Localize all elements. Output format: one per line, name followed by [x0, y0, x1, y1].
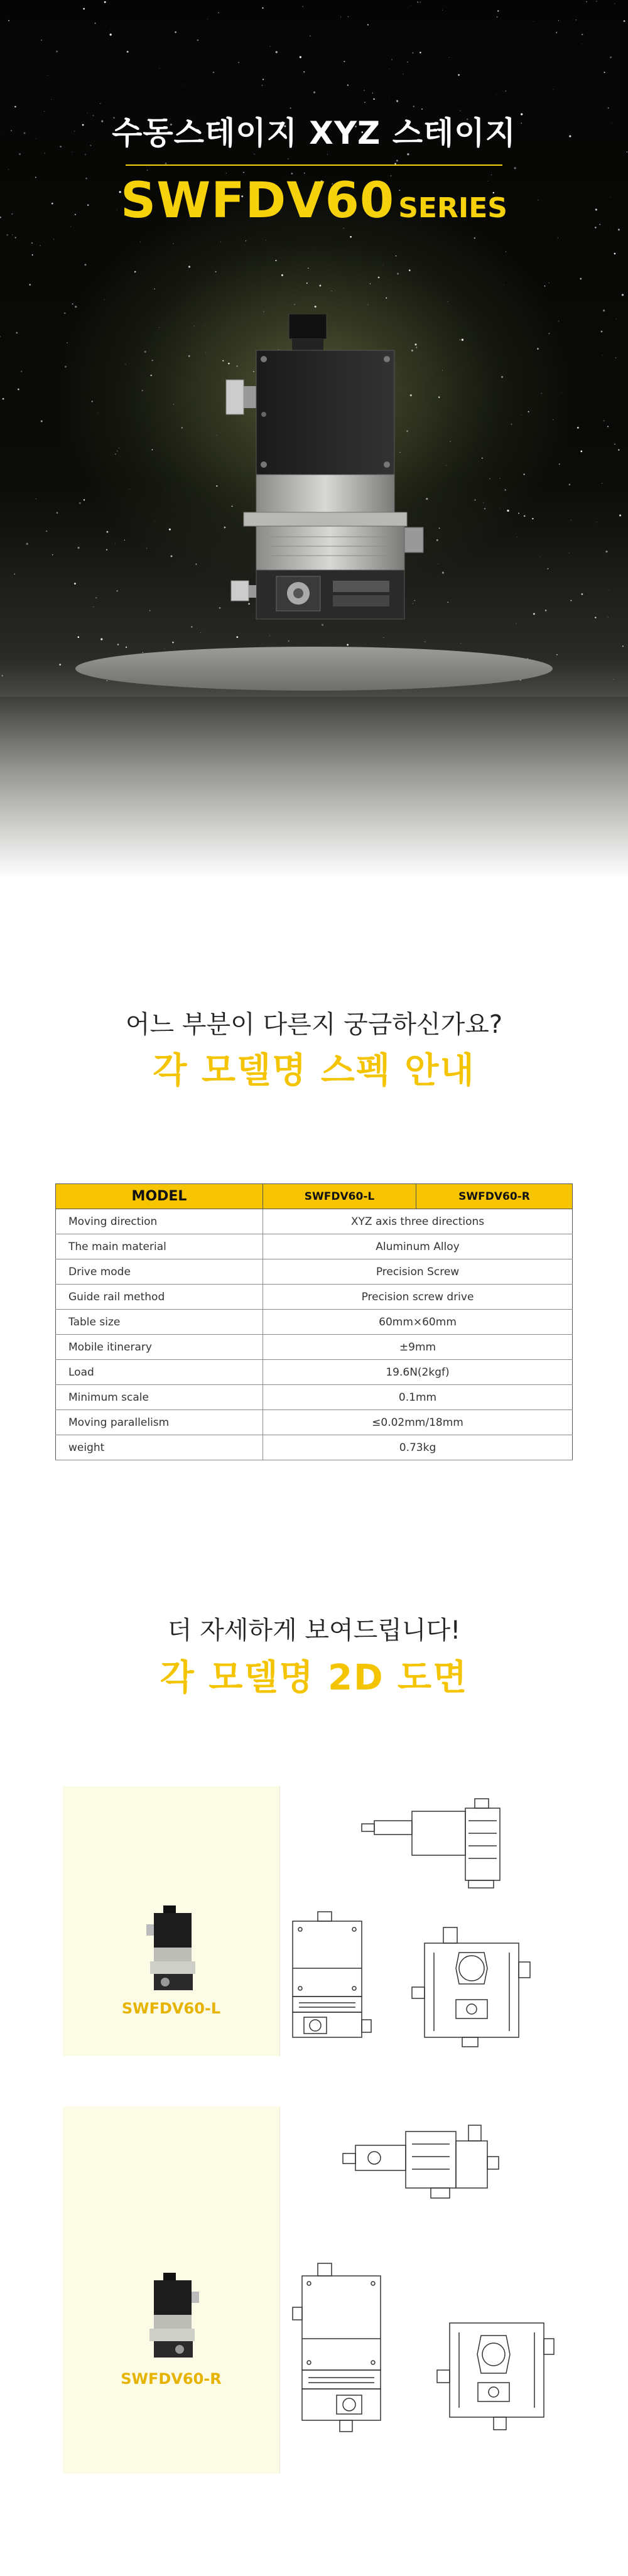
spec-label: Guide rail method: [56, 1285, 263, 1310]
spec-subtitle: 어느 부분이 다른지 궁금하신가요?: [125, 1010, 503, 1039]
drawing-heading: [0, 1610, 628, 1700]
spec-label: Table size: [56, 1310, 263, 1335]
spec-row: [56, 1234, 573, 1259]
spec-value: 0.73kg: [263, 1435, 573, 1460]
spec-label: Mobile itinerary: [56, 1335, 263, 1360]
hero-title: 수동스테이지 XYZ 스테이지: [112, 115, 516, 151]
spec-value: XYZ axis three directions: [263, 1209, 573, 1234]
drawing-card-swfdv60-r: [63, 2106, 565, 2474]
spec-value: 19.6N(2kgf): [263, 1360, 573, 1385]
card-left-panel: [63, 1786, 279, 2056]
spec-value: Precision screw drive: [263, 1285, 573, 1310]
header-swfdv60-l: SWFDV60-L: [263, 1184, 416, 1209]
spec-row: [56, 1285, 573, 1310]
hero-banner: [0, 0, 628, 879]
card-left-panel: [63, 2106, 279, 2474]
drawing-subtitle: 더 자세하게 보여드립니다!: [167, 1616, 461, 1645]
swfdv60-l-thumbnail: [141, 1905, 204, 1993]
display-podium: [75, 647, 553, 753]
spec-value: 60mm×60mm: [263, 1310, 573, 1335]
spec-table-wrapper: [55, 1183, 573, 1460]
spec-label: The main material: [56, 1234, 263, 1259]
spec-row: [56, 1410, 573, 1435]
card-label-swfdv60-l: SWFDV60-L: [121, 2000, 221, 2017]
hero-model-name: [0, 173, 628, 229]
header-model: MODEL: [56, 1184, 263, 1209]
card-label-swfdv60-r: SWFDV60-R: [121, 2370, 222, 2388]
spec-table-header-row: [56, 1184, 573, 1209]
spec-label: Moving direction: [56, 1209, 263, 1234]
spec-title: 각 모델명 스펙 안내: [153, 1050, 475, 1091]
spec-value: 0.1mm: [263, 1385, 573, 1410]
spec-row: [56, 1259, 573, 1285]
spec-row: [56, 1435, 573, 1460]
hero-divider: [126, 164, 502, 166]
hero-model-suffix: SERIES: [398, 192, 507, 224]
spec-row: [56, 1385, 573, 1410]
spec-label: Load: [56, 1360, 263, 1385]
spec-label: Minimum scale: [56, 1385, 263, 1410]
spec-label: Drive mode: [56, 1259, 263, 1285]
swfdv60-r-thumbnail: [144, 2273, 201, 2361]
spec-row: [56, 1310, 573, 1335]
spec-row: [56, 1209, 573, 1234]
spec-value: Aluminum Alloy: [263, 1234, 573, 1259]
spec-row: [56, 1360, 573, 1385]
spec-label: Moving parallelism: [56, 1410, 263, 1435]
spec-value: Precision Screw: [263, 1259, 573, 1285]
swfdv60-r-2d-drawing: [280, 2106, 566, 2474]
swfdv60-l-2d-drawing: [280, 1786, 566, 2056]
hero-model-main: SWFDV60: [121, 173, 395, 229]
spec-value: ≤0.02mm/18mm: [263, 1410, 573, 1435]
spec-table: [55, 1183, 573, 1460]
podium-top: [75, 647, 553, 691]
drawing-title: 각 모델명 2D 도면: [160, 1657, 468, 1698]
drawing-card-swfdv60-l: [63, 1786, 565, 2056]
spec-row: [56, 1335, 573, 1360]
spec-value: ±9mm: [263, 1335, 573, 1360]
xyz-stage-product-image: [188, 314, 440, 640]
spec-heading: [0, 1005, 628, 1093]
card-drawing-panel: [279, 2106, 565, 2474]
card-drawing-panel: [279, 1786, 565, 2056]
spec-label: weight: [56, 1435, 263, 1460]
header-swfdv60-r: SWFDV60-R: [416, 1184, 573, 1209]
